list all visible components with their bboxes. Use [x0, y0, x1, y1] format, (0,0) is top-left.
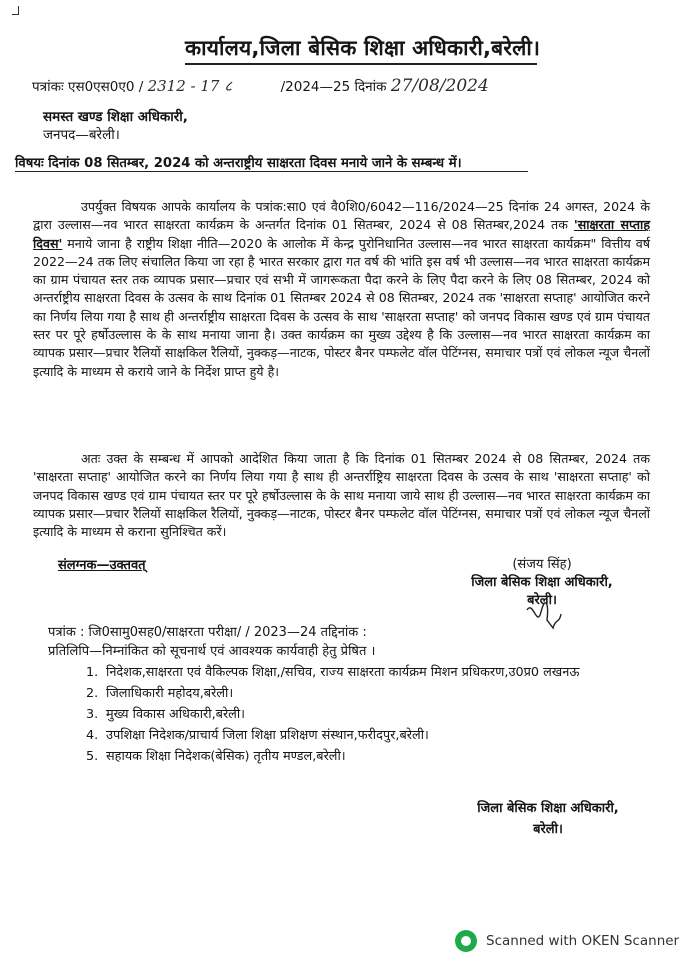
p1-highlight: 'साक्षरता सप्ताह दिवस' [33, 217, 651, 251]
signatory-title: जिला बेसिक शिक्षा अधिकारी, [471, 575, 613, 590]
reference-number: 2312 - 17 ८ [147, 77, 232, 95]
body-paragraph-1 [33, 198, 650, 381]
addressee [43, 108, 188, 144]
subject-line: विषयः दिनांक 08 सितम्बर, 2024 को अन्तराष्ट्रीय साक्षरता दिवस मनाये जाने के सम्बन्ध में। [15, 156, 462, 171]
second-reference: पत्रांक : जि0सामु0सह0/साक्षरता परीक्षा/ / 2023—24 तद्दिनांक : [48, 625, 367, 640]
reference-year: /2024—25 दिनांक [280, 79, 387, 95]
recipient-list [86, 663, 646, 768]
list-item: 4. उपशिक्षा निदेशक/प्राचार्य जिला शिक्षा प्रशिक्षण संस्थान,फरीदपुर,बरेली। [86, 728, 429, 743]
copy-to-line: प्रतिलिपि—निम्नांकित को सूचनार्थ एवं आवश्यक कार्यवाही हेतु प्रेषित । [48, 644, 376, 659]
list-item: 5. सहायक शिक्षा निदेशक(बेसिक) तृतीय मण्डल,बरेली। [86, 749, 346, 764]
enclosure: संलग्नक—उक्तवत् [58, 558, 146, 573]
corner-mark [12, 6, 19, 15]
reference-date: 27/08/2024 [390, 76, 489, 96]
signatory-name: (संजय सिंह) [512, 557, 572, 572]
signature-block-2 [458, 798, 638, 840]
signatory-title-2: जिला बेसिक शिक्षा अधिकारी, [477, 801, 619, 816]
p1-part-a: उपर्युक्त विषयक आपके कार्यालय के पत्रांक:सा0 एवं वै0शि0/6042—116/2024—25 दिनांक 24 अगस्त, 2024 के द्वारा उल्लास—नव भारत साक्षरता कार्यक्रम के अन्तर्गत दिनांक 01 सितम्बर, 2024 से 08 सितम्बर,2024 तक [33, 199, 650, 233]
scanner-watermark [455, 930, 679, 952]
title-underline [185, 63, 537, 65]
list-item: 2. जिलाधिकारी महोदय,बरेली। [86, 686, 234, 701]
signatory-place: बरेली। [527, 593, 557, 608]
reference-label: पत्रांकः एस0एस0ए0 / [32, 79, 144, 95]
body-paragraph-2: अतः उक्त के सम्बन्ध में आपको आदेशित किया जाता है कि दिनांक 01 सितम्बर 2024 से 08 सितम्बर, 2024 तक 'साक्षरता सप्ताह' आयोजित करने का निर्णय लिया गया है साथ ही अन्तर्राष्ट्रिय साक्षरता दिवस के उत्सव के साथ 'साक्षरता सप्ताह' को जनपद विकास खण्ड एवं ग्राम पंचायत स्तर पर पूरे हर्षोउल्लास के के साथ मनाया जाये साथ ही उल्लास—नव भारत साक्षरता कार्यक्रम का व्यापक प्रसार—प्रचार रैलियों साक्षकिल रैलियों, नुक्कड़—नाटक, पोस्टर बैनर पम्फलेट वॉल पेटिंग्नस, समाचार पत्रों एवं लोकल न्यूज चैनलों इत्यादि के माध्यम से कराना सुनिश्चित करें। [33, 451, 650, 540]
scanner-logo-icon [455, 930, 477, 952]
office-title: कार्यालय,जिला बेसिक शिक्षा अधिकारी,बरेली। [185, 36, 541, 60]
handwritten-signature [523, 598, 563, 633]
reference-line [32, 76, 489, 96]
addressee-line1: समस्त खण्ड शिक्षा अधिकारी, [43, 109, 188, 125]
scanner-text: Scanned with OKEN Scanner [486, 933, 680, 949]
signatory-place-2: बरेली। [533, 822, 563, 837]
subject-underline [15, 171, 528, 172]
addressee-line2: जनपद—बरेली। [43, 127, 120, 143]
list-item: 1. निदेशक,साक्षरता एवं वैकिल्पक शिक्षा,/सचिव, राज्य साक्षरता कार्यक्रम मिशन प्रधिकरण,उ0प्र0 लखनऊ [86, 665, 580, 680]
list-item: 3. मुख्य विकास अधिकारी,बरेली। [86, 707, 246, 722]
p1-part-b: मनाये जाना है राष्ट्रीय शिक्षा नीति—2020 के आलोक में केन्द्र पुरोनिधानित उल्लास—नव भारत साक्षरता कार्यक्रम" वित्तीय वर्ष 2022—24 तक लिए संचालित किया जा रहा है भारत सरकार द्वारा गत वर्ष की भांति इस वर्ष भी उल्लास—नव भारत साक्षरता कार्यक्रम का ग्राम पंचायत स्तर तक व्यापक प्रसार—प्रचार एवं सभी में जागरूकता पैदा करने के लिए पैदा करने के लिए 08 सितम्बर, 2024 को अन्तर्राष्ट्रीय साक्षरता दिवस के उत्सव के साथ दिनांक 01 सितम्बर 2024 से 08 सितम्बर, 2024 तक 'साक्षरता सप्ताह' आयोजित करने का निर्णय लिया गया है साथ ही अन्तर्राष्ट्रीय साक्षरता दिवस के उत्सव के साथ 'साक्षरता सप्ताह' को जनपद विकास खण्ड एवं ग्राम पंचायत स्तर पर पूरे हर्षोउल्लास के के साथ मनाया जाना है। उक्त कार्यक्रम का मुख्य उद्देश्य है कि उल्लास—नव भारत साक्षरता कार्यक्रम का व्यापक प्रसार—प्रचार रैलियों साक्षकिल रैलियों, नुक्कड़—नाटक, पोस्टर बैनर पम्फलेट वॉल पेटिंग्नस, समाचार पत्रों एवं लोकल न्यूज चैनलों इत्यादि के माध्यम से कराये जाने के निर्देश प्राप्त हुये है। [33, 235, 650, 379]
